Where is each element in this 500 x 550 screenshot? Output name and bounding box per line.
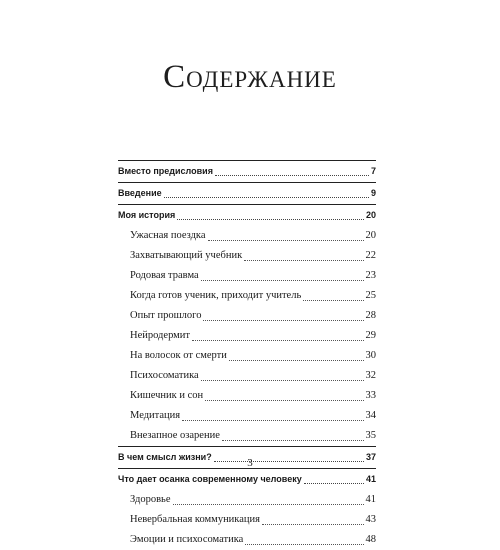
toc-entry-page: 41 <box>365 474 376 484</box>
dot-leader <box>244 260 363 261</box>
dot-leader <box>177 219 364 220</box>
dot-leader <box>229 360 364 361</box>
toc-subentry <box>118 366 376 386</box>
toc-entry-title: Медитация <box>130 410 181 421</box>
toc-entry-page: 32 <box>365 370 376 381</box>
toc-subentry <box>118 286 376 306</box>
dot-leader <box>304 483 364 484</box>
toc-entry-title: Вместо предисловия <box>118 166 213 176</box>
dot-leader <box>222 440 364 441</box>
toc-entry-page: 25 <box>365 290 376 301</box>
page-title: Содержание <box>163 59 337 95</box>
toc-subentry <box>118 510 376 530</box>
toc-entry-title: Ужасная поездка <box>130 230 206 241</box>
dot-leader <box>262 524 364 525</box>
toc-entry-title: Родовая травма <box>130 270 199 281</box>
toc-entry-title: Нейродермит <box>130 330 191 341</box>
toc-entry-page: 29 <box>365 330 376 341</box>
toc-entry-title: Эмоции и психосоматика <box>130 534 244 545</box>
table-of-contents <box>118 160 376 550</box>
toc-entry-page: 20 <box>365 210 376 220</box>
toc-entry-page: 48 <box>365 534 376 545</box>
toc-entry-title: Когда готов ученик, приходит учитель <box>130 290 302 301</box>
toc-entry-page: 37 <box>365 452 376 462</box>
toc-entry-title: Кишечник и сон <box>130 390 204 401</box>
toc-entry-title: Что дает осанка современному человеку <box>118 474 302 484</box>
toc-subentry <box>118 266 376 286</box>
dot-leader <box>208 240 364 241</box>
toc-entry-title: Опыт прошлого <box>130 310 202 321</box>
toc-entry-page: 35 <box>365 430 376 441</box>
dot-leader <box>164 197 369 198</box>
dot-leader <box>245 544 363 545</box>
toc-subentry <box>118 306 376 326</box>
page-number: 3 <box>247 457 253 469</box>
dot-leader <box>303 300 363 301</box>
toc-entry <box>118 183 376 204</box>
toc-entry-title: Психосоматика <box>130 370 199 381</box>
toc-entry-page: 9 <box>370 188 376 198</box>
toc-entry-page: 22 <box>365 250 376 261</box>
dot-leader <box>192 340 363 341</box>
toc-subentry <box>118 346 376 366</box>
dot-leader <box>215 175 369 176</box>
toc-entry-title: На волосок от смерти <box>130 350 227 361</box>
toc-entry-page: 30 <box>365 350 376 361</box>
toc-entry-title: Внезапное озарение <box>130 430 220 441</box>
dot-leader <box>182 420 363 421</box>
toc-entry-title: Захватывающий учебник <box>130 250 243 261</box>
toc-subentry <box>118 386 376 406</box>
toc-entry-page: 33 <box>365 390 376 401</box>
toc-subentry <box>118 490 376 510</box>
dot-leader <box>173 504 364 505</box>
toc-entry <box>118 205 376 226</box>
toc-entry-page: 23 <box>365 270 376 281</box>
toc-subentry <box>118 530 376 550</box>
toc-entry-title: Здоровье <box>130 494 171 505</box>
toc-entry-page: 34 <box>365 410 376 421</box>
toc-subentry <box>118 326 376 346</box>
toc-entry-page: 20 <box>365 230 376 241</box>
toc-entry-page: 43 <box>365 514 376 525</box>
toc-entry-title: Введение <box>118 188 162 198</box>
dot-leader <box>203 320 363 321</box>
dot-leader <box>201 280 364 281</box>
toc-subentry <box>118 426 376 446</box>
toc-entry <box>118 161 376 182</box>
toc-entry-page: 41 <box>365 494 376 505</box>
toc-subentry <box>118 406 376 426</box>
toc-entry <box>118 469 376 490</box>
toc-entry-page: 7 <box>370 166 376 176</box>
toc-entry-page: 28 <box>365 310 376 321</box>
dot-leader <box>201 380 364 381</box>
toc-entry-title: Моя история <box>118 210 176 220</box>
dot-leader <box>205 400 363 401</box>
toc-entry-title: В чем смысл жизни? <box>118 452 212 462</box>
toc-subentry <box>118 226 376 246</box>
toc-subentry <box>118 246 376 266</box>
toc-entry-title: Невербальная коммуникация <box>130 514 260 525</box>
